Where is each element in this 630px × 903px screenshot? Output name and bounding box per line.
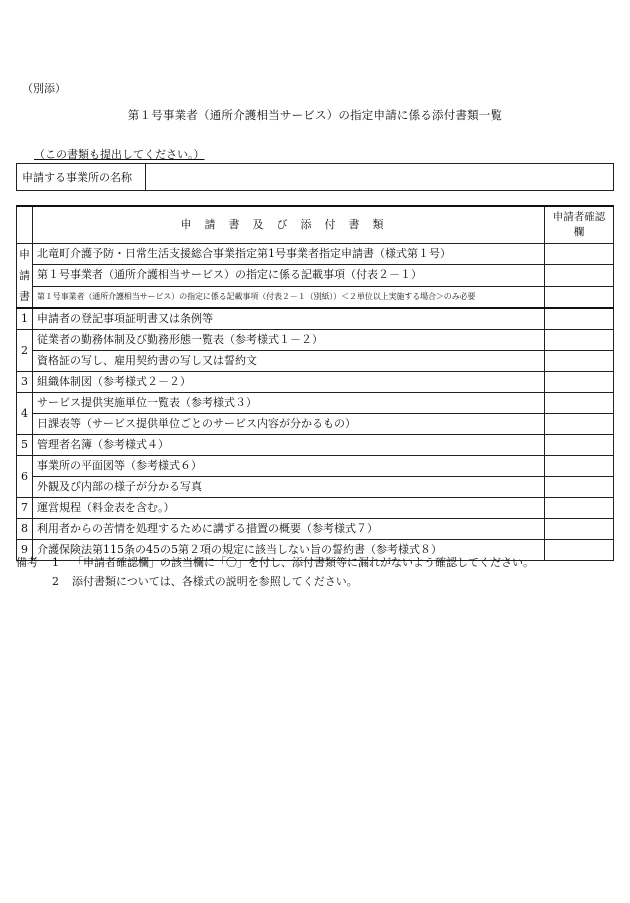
check-cell[interactable]: [545, 477, 614, 498]
attachment-item: 資格証の写し、雇用契約書の写し又は誓約文: [33, 351, 545, 372]
attachment-num: 4: [17, 393, 33, 435]
page-title: 第１号事業者（通所介護相当サービス）の指定申請に係る添付書類一覧: [127, 108, 503, 122]
application-group-char: 請: [19, 269, 30, 282]
attachment-row: [17, 456, 614, 477]
office-name-label: 申請する事業所の名称: [17, 164, 146, 191]
attachment-row: [17, 330, 614, 351]
remark-text: 添付書類については、各様式の説明を参照してください。: [72, 575, 358, 588]
application-item: 第１号事業者（通所介護相当サービス）の指定に係る記載事項（付表２－１（別紙））＜２単位以上実施する場合＞のみ必要: [33, 286, 545, 308]
submit-note: （この書類も提出してください。）: [34, 148, 205, 161]
attachment-item: サービス提供実施単位一覧表（参考様式３）: [33, 393, 545, 414]
check-cell[interactable]: [545, 330, 614, 351]
remark-num: 1: [52, 556, 59, 569]
check-cell[interactable]: [545, 540, 614, 561]
attachment-item: 管理者名簿（参考様式４）: [33, 435, 545, 456]
application-item: 第１号事業者（通所介護相当サービス）の指定に係る記載事項（付表２－１）: [33, 265, 545, 286]
application-group-char: 申: [19, 248, 30, 261]
header-check: 申請者確認欄: [545, 206, 614, 244]
attachment-num: 2: [17, 330, 33, 372]
attachment-item: 従業者の勤務体制及び勤務形態一覧表（参考様式１－２）: [33, 330, 545, 351]
attachment-row: [17, 519, 614, 540]
attachment-item: 日課表等（サービス提供単位ごとのサービス内容が分かるもの）: [33, 414, 545, 435]
attachment-row: [17, 435, 614, 456]
remark-item: [16, 553, 534, 572]
application-row: [17, 265, 614, 286]
attachment-num: 6: [17, 456, 33, 498]
header-num-cell: [17, 206, 33, 244]
attachment-label: （別添）: [22, 82, 66, 95]
check-cell[interactable]: [545, 498, 614, 519]
remark-item: [16, 572, 534, 591]
attachment-num: 9: [17, 540, 33, 561]
attachment-row: [17, 393, 614, 414]
application-row: [17, 286, 614, 308]
attachment-num: 8: [17, 519, 33, 540]
application-item: 北竜町介護予防・日常生活支援総合事業指定第1号事業者指定申請書（様式第１号）: [33, 244, 545, 265]
document-checklist-table: [16, 205, 614, 561]
remark-text: 「申請者確認欄」の該当欄に「〇」を付し、添付書類等に漏れがないよう確認してください。: [72, 556, 534, 569]
attachment-item: 外観及び内部の様子が分かる写真: [33, 477, 545, 498]
office-name-table: [16, 163, 614, 191]
attachment-row: [17, 308, 614, 330]
check-cell[interactable]: [545, 519, 614, 540]
attachment-row: [17, 498, 614, 519]
application-group-char: 書: [19, 290, 30, 303]
attachment-num: 7: [17, 498, 33, 519]
check-cell[interactable]: [545, 351, 614, 372]
attachment-row: [17, 351, 614, 372]
check-cell[interactable]: [545, 372, 614, 393]
office-name-field[interactable]: [146, 164, 614, 191]
check-cell[interactable]: [545, 244, 614, 265]
attachment-item: 事業所の平面図等（参考様式６）: [33, 456, 545, 477]
attachment-item: 運営規程（料金表を含む。）: [33, 498, 545, 519]
check-cell[interactable]: [545, 414, 614, 435]
attachment-row: [17, 372, 614, 393]
remarks-label: 備考: [16, 556, 38, 569]
check-cell[interactable]: [545, 308, 614, 330]
attachment-item: 申請者の登記事項証明書又は条例等: [33, 308, 545, 330]
check-cell[interactable]: [545, 286, 614, 308]
attachment-row: [17, 477, 614, 498]
application-group-label: [17, 244, 33, 309]
check-cell[interactable]: [545, 393, 614, 414]
remark-num: 2: [52, 575, 59, 588]
attachment-num: 3: [17, 372, 33, 393]
remarks: [16, 553, 534, 591]
attachment-row: [17, 414, 614, 435]
header-title: 申請書及び添付書類: [33, 206, 545, 244]
attachment-num: 5: [17, 435, 33, 456]
attachment-item: 介護保険法第115条の45の5第２項の規定に該当しない旨の誓約書（参考様式８）: [33, 540, 545, 561]
attachment-item: 利用者からの苦情を処理するために講ずる措置の概要（参考様式７）: [33, 519, 545, 540]
attachment-num: 1: [17, 308, 33, 330]
check-cell[interactable]: [545, 456, 614, 477]
check-cell[interactable]: [545, 435, 614, 456]
application-row: [17, 244, 614, 265]
check-cell[interactable]: [545, 265, 614, 286]
attachment-item: 組織体制図（参考様式２－２）: [33, 372, 545, 393]
